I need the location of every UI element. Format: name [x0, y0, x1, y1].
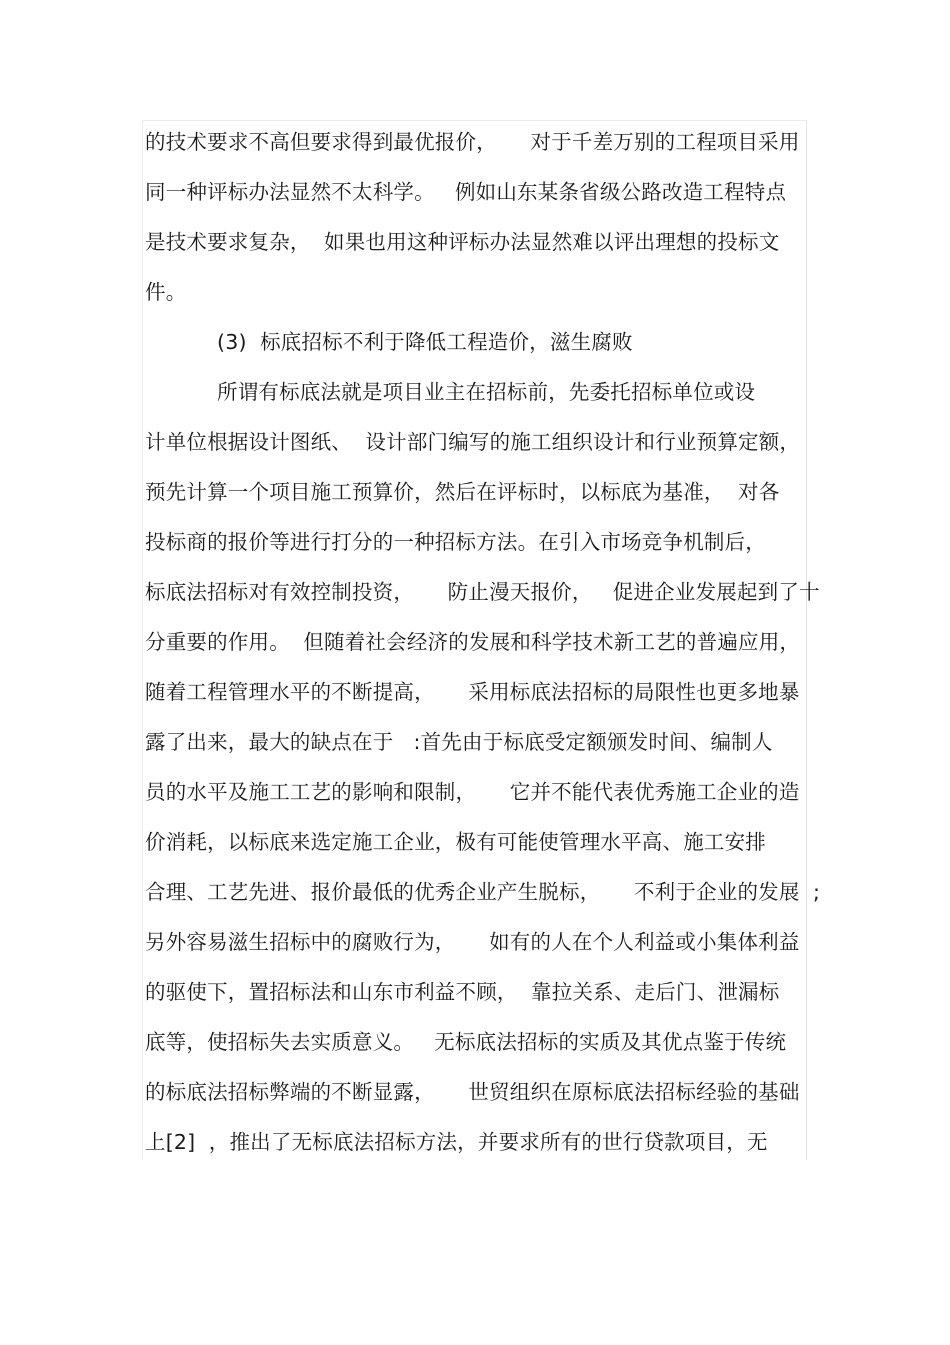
text-line: 是技术要求复杂， 如果也用这种评标办法显然难以评出理想的投标文	[145, 230, 780, 254]
text-line: 分重要的作用。 但随着社会经济的发展和科学技术新工艺的普遍应用，	[145, 630, 801, 654]
text-line: 标底法招标对有效控制投资， 防止漫天报价， 促进企业发展起到了十	[145, 580, 820, 604]
text-line: 同一种评标办法显然不太科学。 例如山东某条省级公路改造工程特点	[145, 180, 787, 204]
text-line: 件。	[145, 280, 187, 304]
text-line: 随着工程管理水平的不断提高， 采用标底法招标的局限性也更多地暴	[145, 680, 800, 704]
text-line: 底等，使招标失去实质意义。 无标底法招标的实质及其优点鉴于传统	[145, 1030, 787, 1054]
text-line: 的驱使下，置招标法和山东市利益不顾， 靠拉关系、走后门、泄漏标	[145, 980, 780, 1004]
text-line: 员的水平及施工工艺的影响和限制， 它并不能代表优秀施工企业的造	[145, 780, 800, 804]
text-line: 合理、工艺先进、报价最低的优秀企业产生脱标， 不利于企业的发展 ;	[145, 880, 821, 904]
text-line: 投标商的报价等进行打分的一种招标方法。在引入市场竞争机制后，	[145, 530, 766, 554]
text-line: 的标底法招标弊端的不断显露， 世贸组织在原标底法招标经验的基础	[145, 1080, 800, 1104]
section-heading: (3) 标底招标不利于降低工程造价，滋生腐败	[217, 330, 633, 354]
text-line: 价消耗，以标底来选定施工企业，极有可能使管理水平高、施工安排	[145, 830, 766, 854]
page-frame-top	[142, 120, 807, 121]
text-line: 预先计算一个项目施工预算价，然后在评标时，以标底为基准， 对各	[145, 480, 780, 504]
text-line: 露了出来，最大的缺点在于 :首先由于标底受定额颁发时间、编制人	[145, 730, 773, 754]
text-line: 计单位根据设计图纸、 设计部门编写的施工组织设计和行业预算定额，	[145, 430, 801, 454]
page-frame-left	[142, 120, 143, 1160]
text-line: 上[2] ，推出了无标底法招标方法，并要求所有的世行贷款项目，无	[145, 1130, 768, 1154]
text-line: 另外容易滋生招标中的腐败行为， 如有的人在个人利益或小集体利益	[145, 930, 800, 954]
paragraph-first-line: 所谓有标底法就是项目业主在招标前，先委托招标单位或设	[217, 380, 756, 404]
text-line: 的技术要求不高但要求得到最优报价， 对于千差万别的工程项目采用	[145, 130, 800, 154]
body-text	[145, 122, 821, 1172]
